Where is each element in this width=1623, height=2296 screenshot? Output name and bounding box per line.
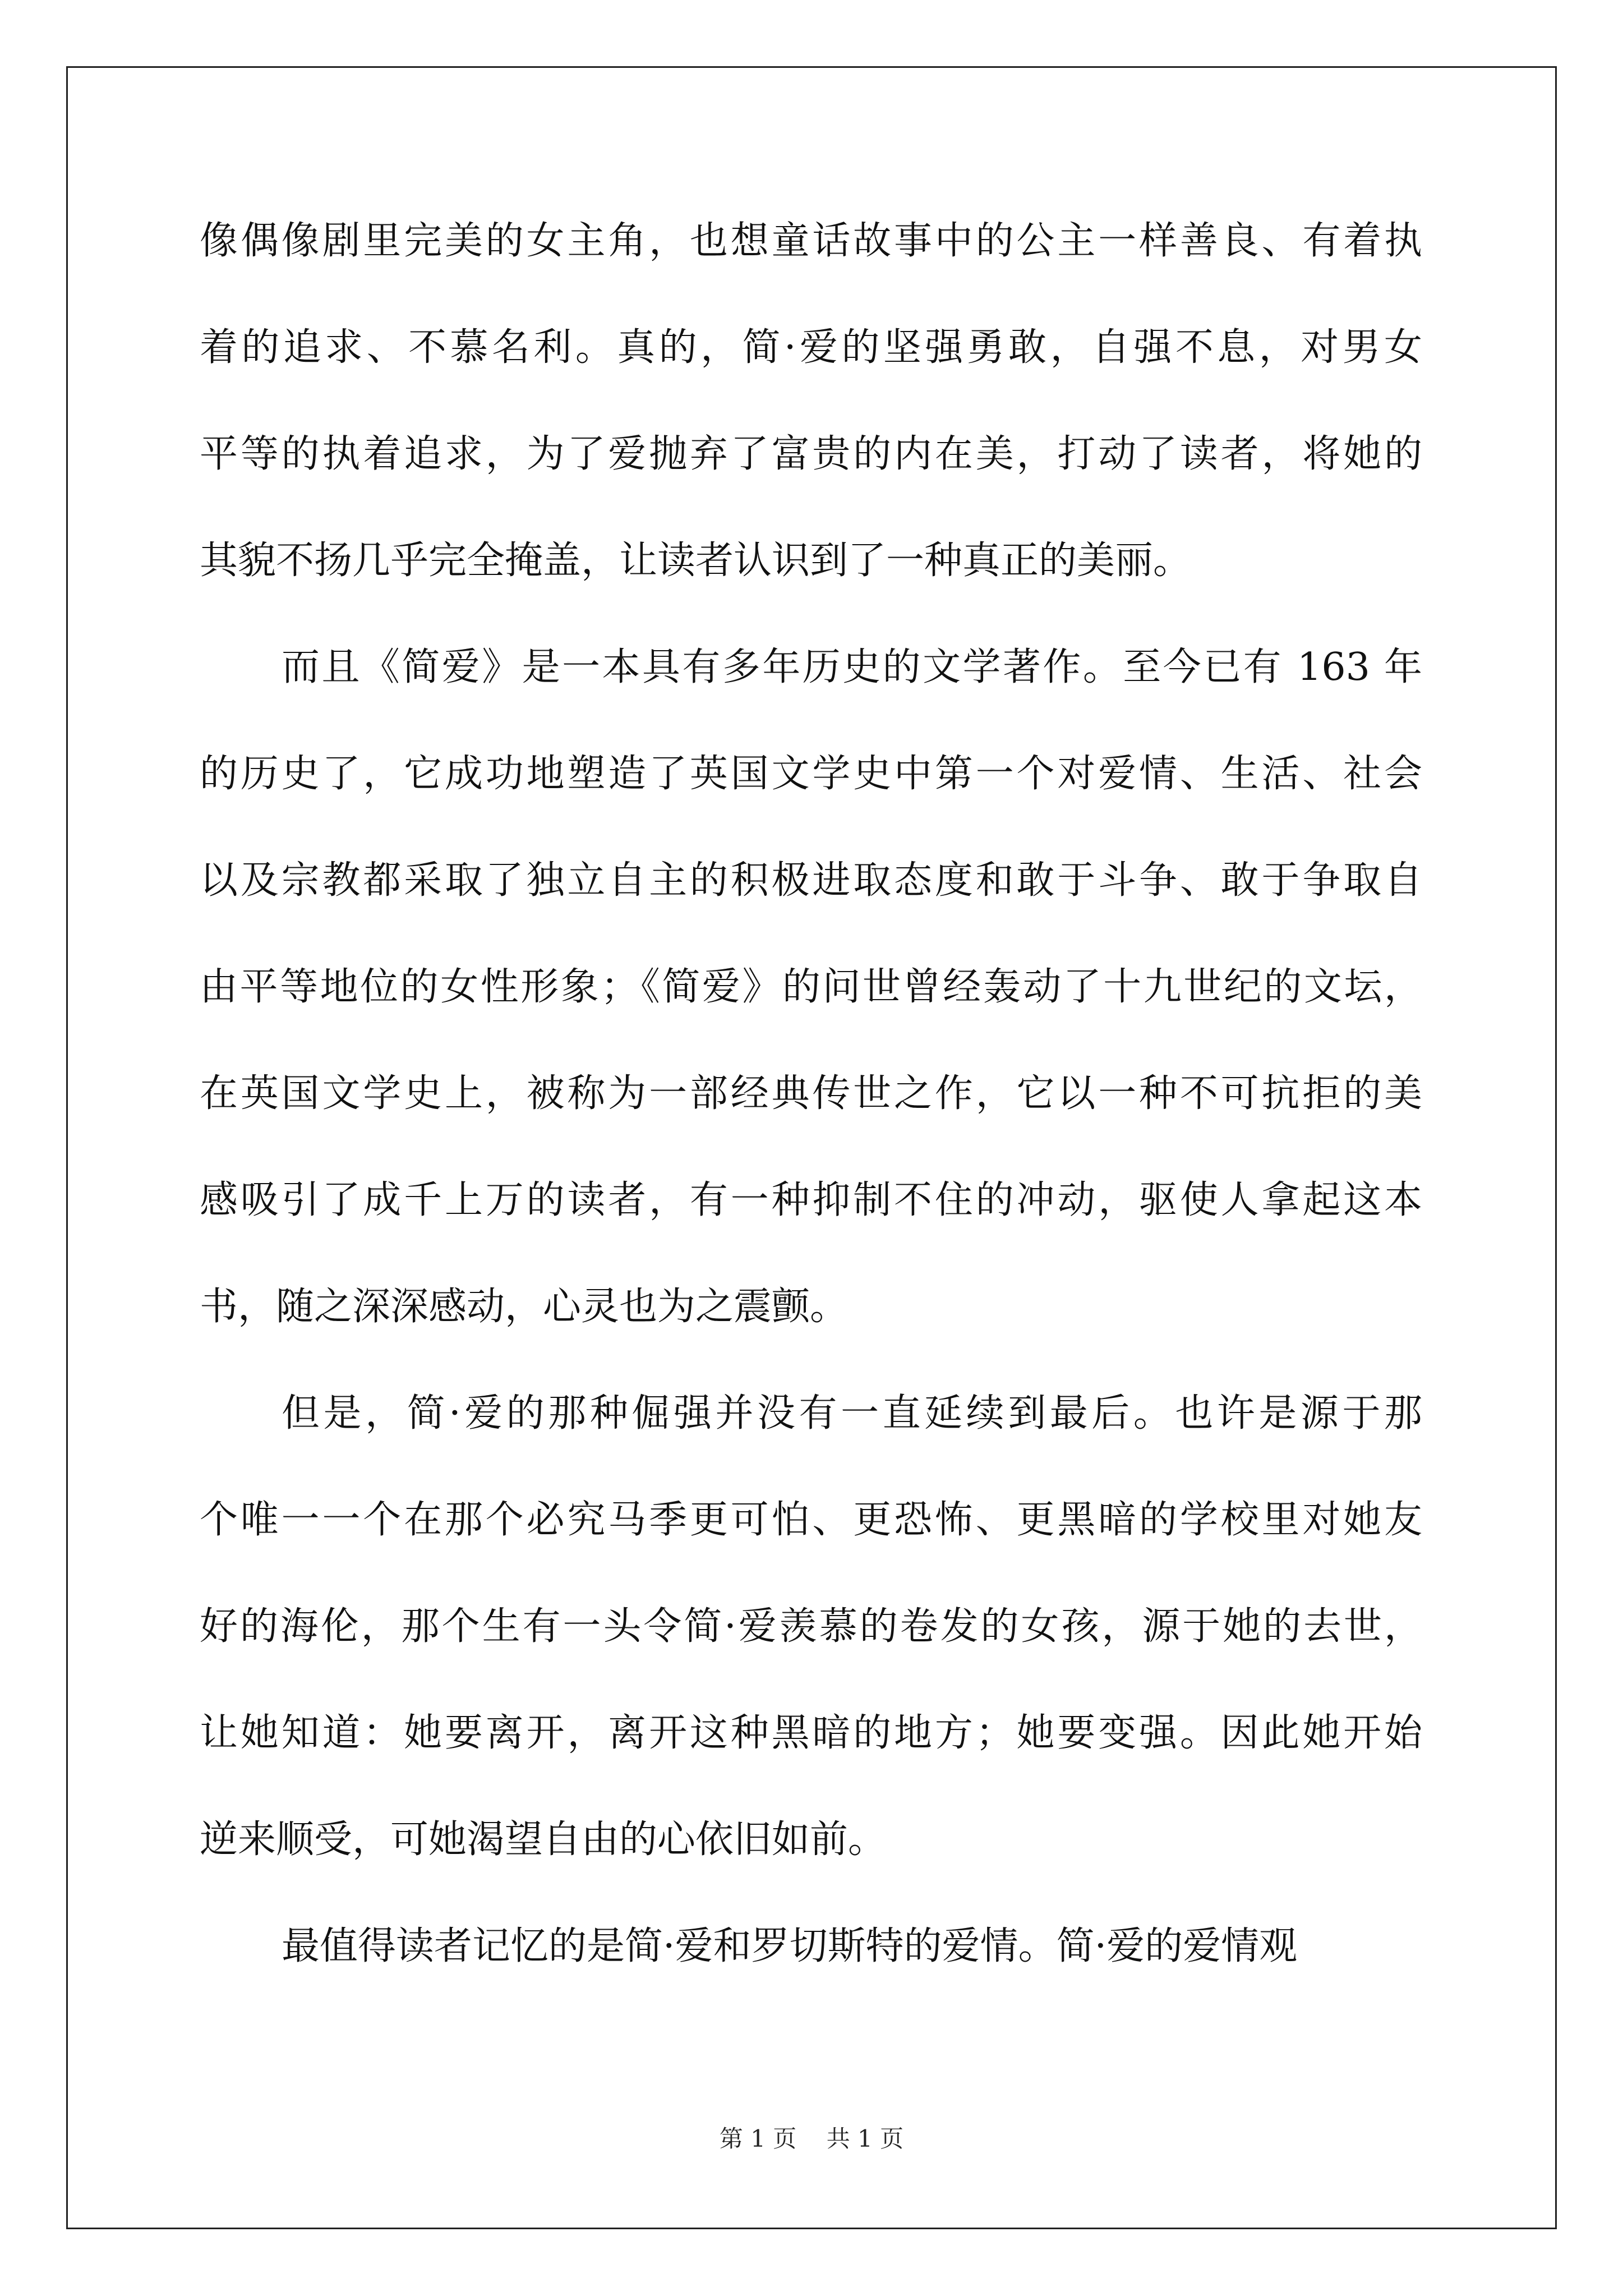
text-line: 平等的执着追求，为了爱抛弃了富贵的内在美，打动了读者，将她的 [200,432,1422,476]
text-line: 逆来顺受，可她渴望自由的心依旧如前。 [200,1818,887,1862]
text-line: 以及宗教都采取了独立自主的积极进取态度和敢于斗争、敢于争取自 [200,858,1422,903]
page-number-footer: 第 1 页 共 1 页 [719,2125,904,2152]
text-line: 像偶像剧里完美的女主角，也想童话故事中的公主一样善良、有着执 [200,219,1422,263]
text-line: 好的海伦，那个生有一头令简·爱羡慕的卷发的女孩，源于她的去世， [200,1604,1422,1649]
text-line: 让她知道：她要离开，离开这种黑暗的地方；她要变强。因此她开始 [200,1711,1422,1755]
text-line: 的历史了，它成功地塑造了英国文学史中第一个对爱情、生活、社会 [200,752,1422,796]
text-line: 由平等地位的女性形象；《简爱》的问世曾经轰动了十九世纪的文坛， [200,965,1422,1009]
paragraph-first-line: 最值得读者记忆的是简·爱和罗切斯特的爱情。简·爱的爱情观 [282,1924,1298,1968]
page-border [66,66,1557,2229]
text-line: 书，随之深深感动，心灵也为之震颤。 [200,1285,849,1329]
text-line: 着的追求、不慕名利。真的，简·爱的坚强勇敢，自强不息，对男女 [200,325,1422,370]
text-line: 其貌不扬几乎完全掩盖，让读者认识到了一种真正的美丽。 [200,539,1192,583]
paragraph-first-line: 而且《简爱》是一本具有多年历史的文学著作。至今已有 163 年 [282,645,1422,689]
text-line: 在英国文学史上，被称为一部经典传世之作，它以一种不可抗拒的美 [200,1071,1422,1116]
text-line: 个唯一一个在那个必究马季更可怕、更恐怖、更黑暗的学校里对她友 [200,1498,1422,1542]
paragraph-first-line: 但是，简·爱的那种倔强并没有一直延续到最后。也许是源于那 [282,1391,1422,1435]
text-line: 感吸引了成千上万的读者，有一种抑制不住的冲动，驱使人拿起这本 [200,1178,1422,1222]
